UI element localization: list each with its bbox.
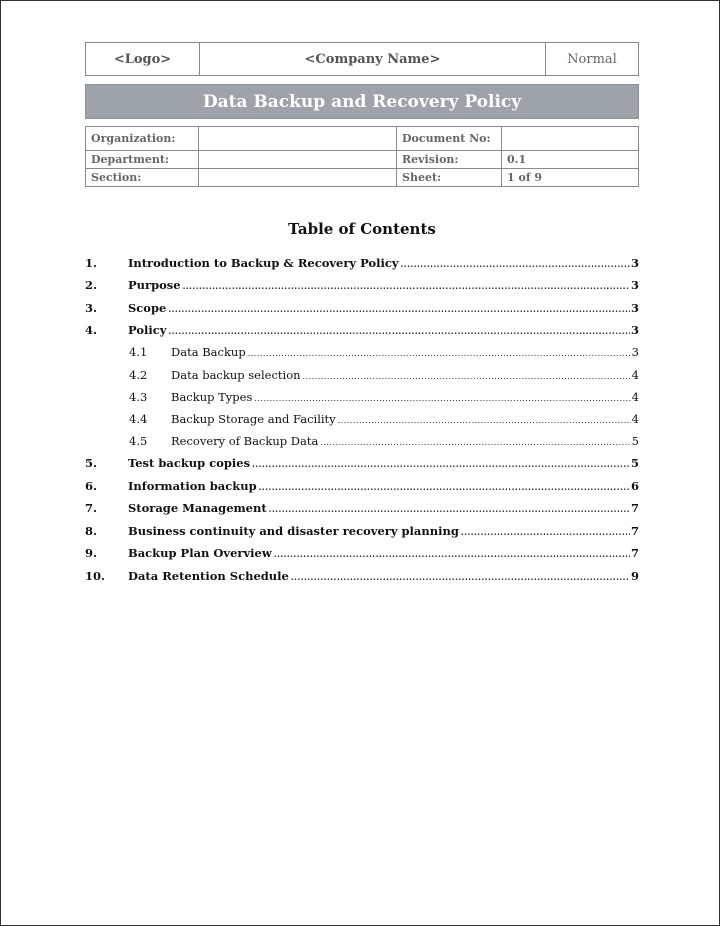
toc-entry-line [171,434,639,448]
toc-entry[interactable] [85,569,639,587]
toc-entry[interactable] [85,524,639,542]
toc-entry-page: 7 [630,524,639,538]
toc-dot-leader [168,326,630,336]
toc-entry-label: Backup Types [171,390,253,404]
toc-entry-page: 6 [630,479,639,493]
toc-entry[interactable] [85,368,639,386]
toc-dot-leader [461,527,630,537]
toc-dot-leader [183,281,630,291]
sheet-label: Sheet: [397,169,502,187]
toc-dot-leader [254,394,630,403]
toc-entry-label: Introduction to Backup & Recovery Policy [128,256,399,270]
toc-entry-line [128,456,639,470]
toc-entry[interactable] [85,256,639,274]
toc-entry-line [128,323,639,337]
toc-entry-line [128,278,639,292]
toc-entry-page: 4 [631,390,639,404]
document-no-value [502,127,639,151]
toc-entry-page: 4 [631,412,639,426]
toc-entry-number: 4.1 [129,345,148,359]
toc-entry-line [171,345,639,359]
document-info-table [85,126,639,187]
toc-entry[interactable] [85,323,639,341]
toc-entry-number: 4. [85,323,98,337]
toc-entry-label: Data Retention Schedule [128,569,289,583]
toc-entry-line [128,569,639,583]
toc-dot-leader [291,572,630,582]
toc-entry-line [128,301,639,315]
toc-entry-page: 3 [631,345,639,359]
document-title: Data Backup and Recovery Policy [85,84,639,119]
toc-entry-page: 5 [630,456,639,470]
toc-entry-label: Backup Storage and Facility [171,412,336,426]
company-name: <Company Name> [200,43,546,75]
toc-dot-leader [269,504,630,514]
toc-entry-label: Scope [128,301,167,315]
toc-dot-leader [252,459,630,469]
toc-entry-page: 3 [630,256,639,270]
toc-dot-leader [248,349,631,358]
toc-entry-line [128,524,639,538]
toc-entry-line [171,368,639,382]
toc-entry-line [128,479,639,493]
toc-entry-label: Test backup copies [128,456,251,470]
toc-entry[interactable] [85,301,639,319]
toc-dot-leader [259,482,630,492]
toc-entry-label: Business continuity and disaster recovery planning [128,524,459,538]
toc-entry-number: 4.2 [129,368,148,382]
toc-heading: Table of Contents [288,220,436,238]
toc-entry-page: 7 [630,501,639,515]
toc-entry-page: 7 [630,546,639,560]
toc-entry-label: Storage Management [128,501,267,515]
document-no-label: Document No: [397,127,502,151]
toc-entry-line [128,546,639,560]
toc-entry-number: 8. [85,524,98,538]
toc-entry-number: 2. [85,278,98,292]
toc-entry-number: 5. [85,456,98,470]
toc-entry-line [128,256,639,270]
toc-entry-label: Policy [128,323,167,337]
toc-entry-label: Data Backup [171,345,246,359]
toc-dot-leader [338,416,631,425]
section-value [199,169,397,187]
toc-entry-line [128,501,639,515]
toc-dot-leader [401,259,630,269]
toc-entry-page: 3 [630,278,639,292]
classification-label: Normal [567,51,617,67]
toc-entry-line [171,390,639,404]
toc-entry[interactable] [85,456,639,474]
toc-entry-number: 7. [85,501,98,515]
toc-entry-label: Purpose [128,278,181,292]
toc-entry[interactable] [85,479,639,497]
document-header [85,42,639,76]
toc-entry-page: 3 [630,301,639,315]
toc-entry-number: 9. [85,546,98,560]
toc-entry[interactable] [85,546,639,564]
toc-dot-leader [320,438,630,447]
toc-entry-number: 4.3 [129,390,148,404]
toc-entry-number: 10. [85,569,106,583]
sheet-value: 1 of 9 [502,169,639,187]
toc-entry[interactable] [85,501,639,519]
toc-entry-label: Recovery of Backup Data [171,434,319,448]
organization-value [199,127,397,151]
toc-entry-label: Backup Plan Overview [128,546,272,560]
toc-entry[interactable] [85,345,639,363]
toc-entry-label: Information backup [128,479,257,493]
logo-placeholder: <Logo> [86,43,200,75]
toc-entry-number: 3. [85,301,98,315]
section-label: Section: [86,169,199,187]
toc-entry-number: 4.4 [129,412,148,426]
toc-entry-line [171,412,639,426]
revision-label: Revision: [397,151,502,169]
toc-dot-leader [274,549,630,559]
toc-entry-label: Data backup selection [171,368,301,382]
toc-dot-leader [303,372,631,381]
toc-entry-page: 9 [630,569,639,583]
toc-entry-number: 4.5 [129,434,148,448]
toc-entry-page: 5 [631,434,639,448]
toc-entry-page: 3 [630,323,639,337]
toc-entry[interactable] [85,278,639,296]
toc-entry[interactable] [85,390,639,408]
toc-entry-number: 1. [85,256,98,270]
toc-entry-number: 6. [85,479,98,493]
department-label: Department: [86,151,199,169]
toc-entry-page: 4 [631,368,639,382]
revision-value: 0.1 [502,151,639,169]
toc-dot-leader [168,304,630,314]
department-value [199,151,397,169]
organization-label: Organization: [86,127,199,151]
toc-entry[interactable] [85,412,639,430]
toc-entry[interactable] [85,434,639,452]
